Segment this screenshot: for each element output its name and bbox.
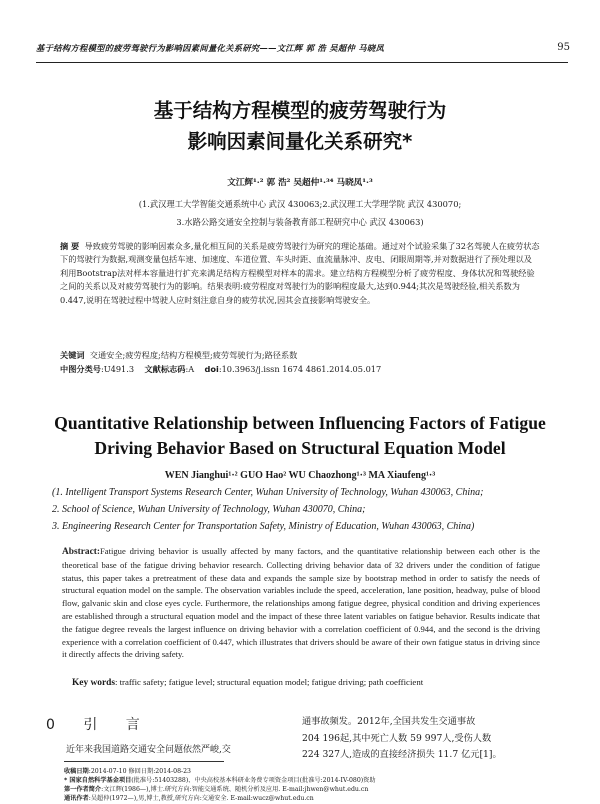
class-number-value: :U491.3	[100, 364, 135, 374]
footnote-rule	[64, 761, 224, 762]
zh-title-line-1: 基于结构方程模型的疲劳驾驶行为	[153, 99, 447, 122]
zh-abstract-label: 摘 要	[60, 241, 80, 251]
zh-affiliation-line-1: (1.武汉理工大学智能交通系统中心 武汉 430063;2.武汉理工大学理学院 武汉 430070;	[138, 199, 462, 209]
body-right-column	[302, 714, 570, 764]
footnote-corresponding	[64, 793, 564, 802]
zh-keywords	[60, 350, 540, 361]
en-title-line-2: Driving Behavior Based on Structural Equation Model	[94, 438, 506, 458]
zh-affiliation-line-2: 3.水路公路交通安全控制与装备教育部工程研究中心 武汉 430063)	[176, 217, 424, 227]
zh-keywords-label: 关键词	[60, 350, 85, 360]
header-rule	[36, 62, 568, 63]
footnote-label: 第一作者简介	[64, 786, 102, 793]
section-heading: 0 引 言	[46, 717, 152, 733]
en-authors: WEN Jianghui¹·² GUO Hao² WU Chaozhong¹·³ MA Xiaufeng¹·³	[164, 470, 436, 481]
zh-meta	[60, 364, 540, 375]
doi-value: :10.3963/j.issn 1674 4861.2014.05.017	[218, 364, 382, 374]
en-affiliation-line-3: 3. Engineering Research Center for Transportation Safety, Ministry of Education, Wuhan 430063, China)	[52, 521, 475, 532]
zh-keywords-text: 交通安全;疲劳程度;结构方程模型;疲劳驾驶行为;路径系数	[89, 350, 298, 360]
en-abstract-text: Fatigue driving behavior is usually affected by many factors, and the quantitative relationship between each other is the theoretical base of the fatigue driving behavior research. Collecting driving behavior data of 32 drivers under the condition of fatigue status, this paper takes a pretreatment of these data and expands the sample size by bootstrap method in order to satisfy the needs of structural equation model on the sample. The observation variables include the speed, acceleration, lane position, headway, pulse of blood flow, galvanic skin and close eyes cycle. Furthermore, the relationships among fatigue degree, physical condition and driving experiences are established through a structural equation model and the impact of these three latent variables on fatigue behavior. Results indicate that the fatigue degree reveals the largest influence on driving behavior with a correlation coefficient of 0.944, and the second is the driving experience with a correlation coefficient of 0.447, which illustrates that drivers should be aware of their own fatigue status in driving since it directly affects the driving safety.	[62, 546, 540, 660]
footnote-funding	[64, 775, 564, 784]
en-affiliation-line-1: (1. Intelligent Transport Systems Research Center, Wuhan University of Technology, Wuhan 430063, China;	[52, 487, 484, 498]
footnote-label: 收稿日期	[64, 768, 89, 775]
body-right-line: 204 196起,其中死亡人数 59 997人,受伤人数	[302, 732, 492, 744]
en-keywords	[72, 677, 542, 688]
footnote-text: :2014-07-10 修回日期:2014-08-23	[88, 768, 191, 775]
class-number-label: 中图分类号	[60, 364, 101, 374]
en-keywords-label: Key words	[72, 678, 115, 688]
body-left-column: 近年来我国道路交通安全问题依然严峻,交	[66, 745, 231, 755]
zh-authors: 文江辉¹·² 郭 浩² 吴超仲¹·³⁴ 马晓凤¹·³	[227, 178, 373, 188]
footnote-received	[64, 766, 564, 775]
footnote-text: (批准号:51403288)、中央高校基本科研业务费专项资金项目(批准号:2014-IV-080)资助	[131, 777, 376, 784]
doc-code-value: :A	[185, 364, 195, 374]
body-right-line: 224 327人,造成的直接经济损失 11.7 亿元[1]。	[302, 749, 502, 760]
footnote-first-author	[64, 784, 564, 793]
running-header: 基于结构方程模型的疲劳驾驶行为影响因素间量化关系研究——文江辉 郭 浩 吴超仲 马晓凤	[36, 43, 385, 53]
en-affiliation-line-2: 2. School of Science, Wuhan University of Technology, Wuhan 430070, China;	[52, 504, 366, 515]
footnote-text: :吴超仲(1972—),男,博士,教授,研究方向:交通安全. E-mail:wucz@whut.edu.cn	[88, 795, 314, 802]
footnote-text: :文江辉(1986—),博士.研究方向:智能交通系统、随机分析及应用. E-mail:jhwen@whut.edu.cn	[101, 786, 369, 793]
en-title-line-1: Quantitative Relationship between Influencing Factors of Fatigue	[54, 413, 546, 433]
en-abstract-label: Abstract:	[62, 547, 101, 557]
page-number: 95	[557, 42, 570, 53]
footnote-label: * 国家自然科学基金项目	[64, 777, 132, 784]
doi-label: doi	[204, 364, 219, 374]
en-keywords-text: : traffic safety; fatigue level; structural equation model; fatigue driving; path coefficient	[114, 677, 424, 687]
en-abstract	[62, 545, 540, 661]
doc-code-label: 文献标志码	[144, 364, 186, 374]
zh-title-line-2: 影响因素间量化关系研究*	[187, 130, 413, 153]
body-right-line: 通事故频发。2012年,全国共发生交通事故	[302, 716, 476, 727]
footnote-label: 通讯作者	[64, 795, 89, 802]
zh-abstract	[60, 240, 540, 307]
zh-abstract-text: 导致疲劳驾驶的影响因素众多,量化相互间的关系是疲劳驾驶行为研究的理论基础。通过对个试验采集了32名驾驶人在疲劳状态下的驾驶行为数据,观测变量包括车速、加速度、车道位置、车头时距、血流量脉冲、皮电、闭眼周期等,并对数据进行了预处理以及利用Bootstrap法对样本容量进行扩充来满足结构方程模型对样本的需求。建立结构方程模型分析了疲劳程度、身体状况和驾驶经验之间的关系以及对疲劳驾驶行为的影响。结果表明:疲劳程度对驾驶行为的影响程度最大,达到0.944;其次是驾驶经验,相关系数为0.447,说明在驾驶过程中驾驶人应时刻注意自身的疲劳状况,因其会直接影响驾驶安全。	[60, 241, 540, 305]
